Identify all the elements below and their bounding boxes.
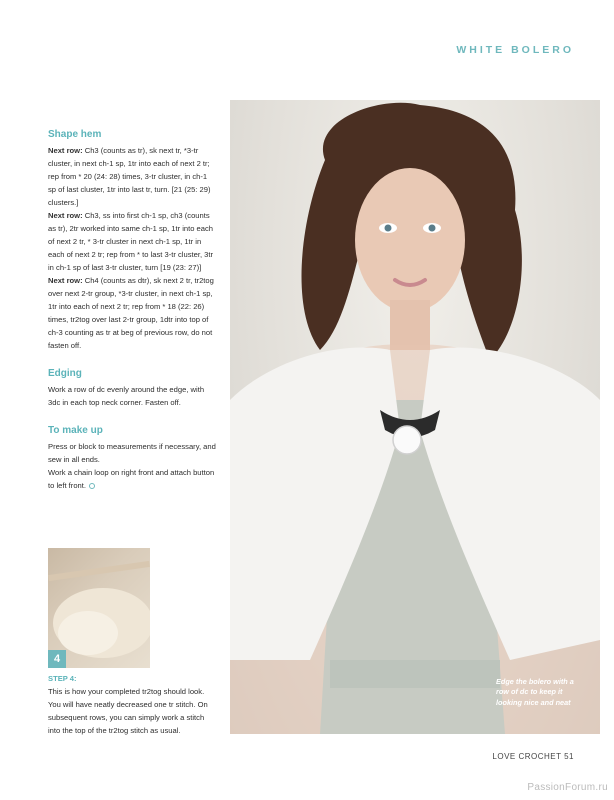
section-edging [48, 367, 216, 409]
model-illustration [230, 100, 600, 734]
section-to-make-up [48, 424, 216, 492]
watermark: PassionForum.ru [527, 782, 608, 793]
instructions-column [48, 128, 216, 507]
instruction-paragraph: Press or block to measurements if necessary, and sew in all ends. [48, 442, 216, 464]
instruction-paragraph [48, 209, 216, 274]
section-shape-hem [48, 128, 216, 352]
yarn-shape [58, 611, 118, 655]
row-lead: Next row: [48, 146, 83, 155]
step-label: STEP 4: [48, 674, 77, 683]
step-number-badge: 4 [48, 650, 66, 668]
crochet-hook [48, 561, 150, 581]
section-heading: Edging [48, 368, 82, 379]
step-photo [48, 548, 150, 668]
header-title: WHITE BOLERO [456, 44, 574, 56]
row-lead: Next row: [48, 276, 83, 285]
iris-right [429, 225, 436, 232]
photo-caption: Edge the bolero with a row of dc to keep it looking nice and neat [496, 676, 574, 707]
row-text: Work a chain loop on right front and attach button to left front. [48, 468, 215, 490]
step-description: This is how your completed tr2tog should look. You will have neatly decreased one tr stitch. On subsequent rows, you can simply work a stitch into the top of the tr2tog stitch as usual. [48, 687, 208, 735]
neck-shape [390, 300, 430, 350]
iris-left [385, 225, 392, 232]
button-shape [393, 426, 421, 454]
section-heading: Shape hem [48, 129, 102, 140]
step-text-block [48, 672, 216, 737]
row-lead: Next row: [48, 211, 83, 220]
instruction-paragraph [48, 466, 216, 492]
row-text: Ch3, ss into first ch-1 sp, ch3 (counts as tr), 2tr worked into same ch-1 sp, 1tr into each of next 2 tr, * 3-tr cluster in next ch-1 sp, 1tr in each of next 2 tr; rep from * to last 3-tr cluster, 3tr in ch-1 sp of last 3-tr cluster, turn [19 (23: 27)] [48, 211, 214, 272]
instruction-paragraph [48, 274, 216, 352]
section-heading: To make up [48, 425, 103, 436]
row-text: Ch3 (counts as tr), sk next tr, *3-tr cluster, in next ch-1 sp, 1tr into each of next 2 tr; rep from * 20 (24: 28) times, 3-tr cluster, in ch-1 sp of last cluster, 1tr into last tr, turn. [21 (25: 29) clusters.] [48, 146, 211, 207]
instruction-paragraph: Work a row of dc evenly around the edge, with 3dc in each top neck corner. Fasten off. [48, 385, 205, 407]
page-footer: LOVE CROCHET 51 [492, 752, 574, 761]
instruction-paragraph [48, 144, 216, 209]
model-photo [230, 100, 600, 734]
face-shape [355, 168, 465, 312]
end-marker-icon [89, 483, 95, 489]
row-text: Ch4 (counts as dtr), sk next 2 tr, tr2tog over next 2-tr group, *3-tr cluster, in next ch-1 sp, 1tr into each of next 2 tr; rep from * 18 (22: 26) times, tr2tog over last 2-tr group, 1dtr into top of ch-3 counting as tr at beg of previous row, do not fasten off. [48, 276, 214, 350]
